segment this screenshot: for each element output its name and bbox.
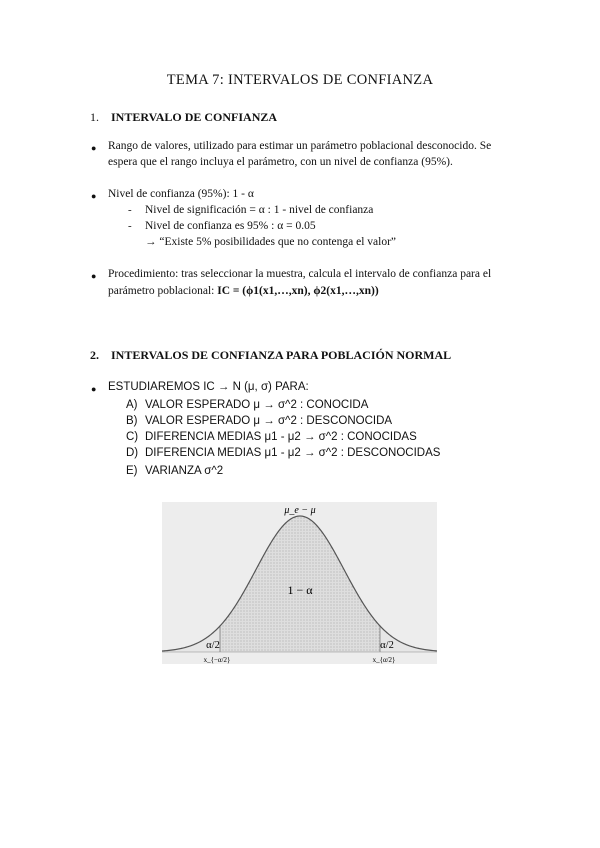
- list-item: VALOR ESPERADO μ → σ^2 : CONOCIDA: [145, 399, 369, 411]
- left-tail-label: α/2: [206, 640, 220, 651]
- bullet-2-line-1: Nivel de confianza (95%): 1 - α: [108, 188, 254, 200]
- bullet-3-line-1: Procedimiento: tras seleccionar la muestra, calcula el intervalo de confianza para el: [108, 268, 492, 280]
- dash-icon: -: [128, 204, 132, 216]
- section-2-number: 2.: [90, 348, 99, 362]
- list-item-letter: C): [126, 431, 139, 443]
- bullet-3-prefix: parámetro poblacional:: [108, 285, 215, 297]
- bullet-1-line-1: Rango de valores, utilizado para estimar un parámetro poblacional desconocido. Se: [108, 140, 492, 152]
- bullet-3-line-2: [108, 284, 379, 300]
- list-item-letter: A): [126, 399, 138, 411]
- right-critical-value-label: x_{α/2}: [372, 656, 396, 664]
- section-2-title: INTERVALOS DE CONFIANZA PARA POBLACIÓN NORMAL: [111, 348, 452, 362]
- left-critical-value-label: x_{−α/2}: [203, 656, 231, 664]
- bullet-icon: ●: [91, 384, 97, 394]
- section-1-title: INTERVALO DE CONFIANZA: [111, 110, 278, 124]
- bullet-2-arrow-note: → “Existe 5% posibilidades que no contenga el valor”: [145, 236, 397, 248]
- bullet-icon: ●: [91, 191, 97, 201]
- list-item-letter: B): [126, 415, 138, 427]
- bullet-2-sub-1: Nivel de significación = α : 1 - nivel de confianza: [145, 204, 374, 216]
- right-tail-label: α/2: [380, 640, 394, 651]
- bullet-icon: ●: [91, 271, 97, 281]
- center-alpha-label: 1 − α: [287, 583, 313, 597]
- list-item-letter: E): [126, 465, 138, 477]
- list-item: VARIANZA σ^2: [145, 465, 224, 477]
- list-item: VALOR ESPERADO μ → σ^2 : DESCONOCIDA: [145, 415, 393, 427]
- page-title: TEMA 7: INTERVALOS DE CONFIANZA: [166, 72, 434, 88]
- section-1-heading: [90, 110, 277, 125]
- normal-distribution-figure: [162, 502, 437, 664]
- list-item: DIFERENCIA MEDIAS μ1 - μ2 → σ^2 : DESCONOCIDAS: [145, 447, 441, 459]
- section-2-heading: [90, 348, 451, 363]
- section-2-intro: ESTUDIAREMOS IC → N (μ, σ) PARA:: [108, 381, 309, 393]
- ic-formula: IC = (ϕ1(x1,…,xn), ϕ2(x1,…,xn)): [217, 285, 379, 297]
- bullet-icon: ●: [91, 143, 97, 153]
- bullet-1-line-2: espera que el rango incluya el parámetro, con un nivel de confianza (95%).: [108, 156, 453, 168]
- list-item-letter: D): [126, 447, 139, 459]
- dash-icon: -: [128, 220, 132, 232]
- top-mean-label: μ_e − μ: [284, 505, 316, 516]
- list-item: DIFERENCIA MEDIAS μ1 - μ2 → σ^2 : CONOCIDAS: [145, 431, 417, 443]
- section-1-number: 1.: [90, 110, 99, 124]
- bullet-2-sub-2: Nivel de confianza es 95% : α = 0.05: [145, 220, 316, 232]
